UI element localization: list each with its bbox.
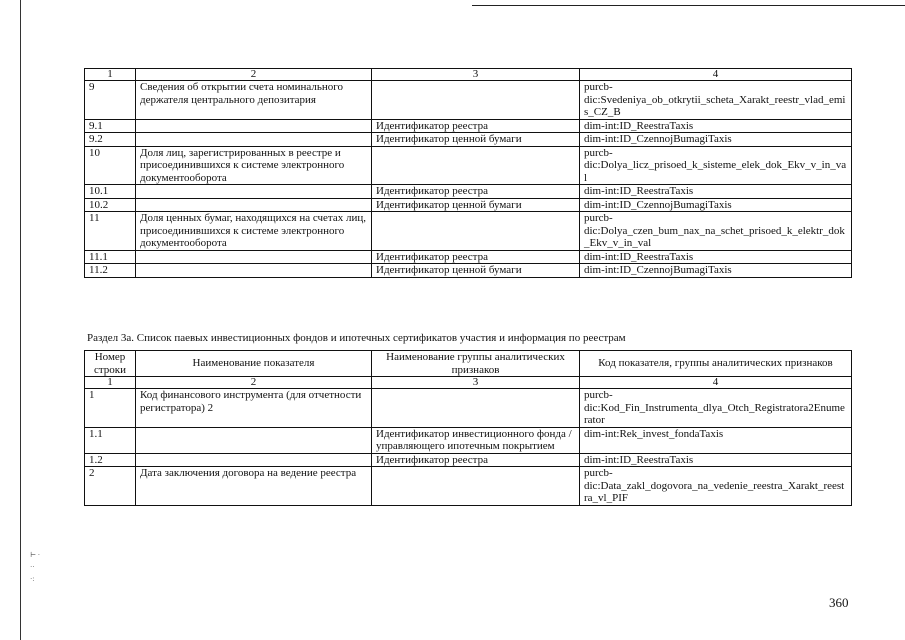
section-caption: Раздел 3а. Список паевых инвестиционных фондов и ипотечных сертификатов участия и информация по реестрам	[87, 332, 626, 344]
row-number: 9	[85, 81, 136, 120]
indicator-name	[136, 427, 372, 453]
indicator-code: dim-int:ID_ReestraTaxis	[580, 250, 852, 264]
analytic-group: Идентификатор ценной бумаги	[372, 198, 580, 212]
table-row	[85, 264, 852, 278]
column-number: 1	[85, 377, 136, 389]
indicator-code: dim-int:ID_CzennojBumagiTaxis	[580, 133, 852, 147]
indicator-code: dim-int:ID_ReestraTaxis	[580, 453, 852, 467]
indicator-name: Код финансового инструмента (для отчетности регистратора) 2	[136, 389, 372, 428]
row-number: 11.2	[85, 264, 136, 278]
row-number: 11	[85, 212, 136, 251]
indicator-name: Сведения об открытии счета номинального держателя центрального депозитария	[136, 81, 372, 120]
indicator-name: Дата заключения договора на ведение реестра	[136, 467, 372, 506]
row-number: 9.1	[85, 119, 136, 133]
analytic-group	[372, 146, 580, 185]
page-number: 360	[829, 595, 849, 610]
indicator-code: dim-int:ID_CzennojBumagiTaxis	[580, 264, 852, 278]
row-number: 2	[85, 467, 136, 506]
indicator-name	[136, 250, 372, 264]
table-row	[85, 212, 852, 251]
indicator-code: purcb-dic:Kod_Fin_Instrumenta_dlya_Otch_Registratora2Enumerator	[580, 389, 852, 428]
analytic-group	[372, 467, 580, 506]
analytic-group: Идентификатор ценной бумаги	[372, 133, 580, 147]
analytic-group	[372, 81, 580, 120]
row-number: 10	[85, 146, 136, 185]
indicator-name	[136, 133, 372, 147]
indicator-code: dim-int:ID_ReestraTaxis	[580, 119, 852, 133]
analytic-group	[372, 389, 580, 428]
indicator-name	[136, 264, 372, 278]
row-number: 1	[85, 389, 136, 428]
table-row	[85, 453, 852, 467]
indicator-code: dim-int:ID_CzennojBumagiTaxis	[580, 198, 852, 212]
indicator-name: Доля лиц, зарегистрированных в реестре и присоединившихся к системе электронного документооборота	[136, 146, 372, 185]
header-analytic-group: Наименование группы аналитических признаков	[372, 351, 580, 377]
column-number-row	[85, 69, 852, 81]
indicator-name	[136, 198, 372, 212]
table-row	[85, 119, 852, 133]
row-number: 1.2	[85, 453, 136, 467]
column-number: 2	[136, 377, 372, 389]
header-indicator-code: Код показателя, группы аналитических признаков	[580, 351, 852, 377]
funds-registry-table	[84, 350, 852, 506]
row-number: 1.1	[85, 427, 136, 453]
analytic-group: Идентификатор ценной бумаги	[372, 264, 580, 278]
table-row	[85, 389, 852, 428]
column-number: 3	[372, 377, 580, 389]
indicator-name: Доля ценных бумаг, находящихся на счетах лиц, присоединившихся к системе электронного документооборота	[136, 212, 372, 251]
indicator-code: dim-int:ID_ReestraTaxis	[580, 185, 852, 199]
table-row	[85, 133, 852, 147]
table-row	[85, 146, 852, 185]
row-number: 10.1	[85, 185, 136, 199]
column-number: 4	[580, 377, 852, 389]
table-row	[85, 81, 852, 120]
analytic-group: Идентификатор реестра	[372, 119, 580, 133]
analytic-group: Идентификатор реестра	[372, 453, 580, 467]
header-row-number: Номер строки	[85, 351, 136, 377]
scan-margin-marks: ⊢ · ·· ·:	[30, 551, 41, 583]
analytic-group	[372, 212, 580, 251]
row-number: 11.1	[85, 250, 136, 264]
table-row	[85, 198, 852, 212]
left-scan-edge	[20, 0, 21, 640]
indicator-code: purcb-dic:Svedeniya_ob_otkrytii_scheta_Xarakt_reestr_vlad_emis_CZ_B	[580, 81, 852, 120]
indicator-name	[136, 453, 372, 467]
indicator-name	[136, 119, 372, 133]
top-rule	[472, 5, 905, 6]
column-number: 4	[580, 69, 852, 81]
indicator-code: purcb-dic:Dolya_licz_prisoed_k_sisteme_elek_dok_Ekv_v_in_val	[580, 146, 852, 185]
table-row	[85, 250, 852, 264]
header-indicator-name: Наименование показателя	[136, 351, 372, 377]
column-number-row	[85, 377, 852, 389]
table-row	[85, 427, 852, 453]
column-number: 3	[372, 69, 580, 81]
indicator-code: dim-int:Rek_invest_fondaTaxis	[580, 427, 852, 453]
header-row	[85, 351, 852, 377]
indicator-name	[136, 185, 372, 199]
table-row	[85, 467, 852, 506]
row-number: 9.2	[85, 133, 136, 147]
analytic-group: Идентификатор реестра	[372, 250, 580, 264]
indicator-code: purcb-dic:Dolya_czen_bum_nax_na_schet_prisoed_k_elektr_dok_Ekv_v_in_val	[580, 212, 852, 251]
row-number: 10.2	[85, 198, 136, 212]
column-number: 2	[136, 69, 372, 81]
column-number: 1	[85, 69, 136, 81]
indicator-table-continued	[84, 68, 852, 278]
analytic-group: Идентификатор реестра	[372, 185, 580, 199]
table-row	[85, 185, 852, 199]
analytic-group: Идентификатор инвестиционного фонда / управляющего ипотечным покрытием	[372, 427, 580, 453]
indicator-code: purcb-dic:Data_zakl_dogovora_na_vedenie_reestra_Xarakt_reestra_vl_PIF	[580, 467, 852, 506]
